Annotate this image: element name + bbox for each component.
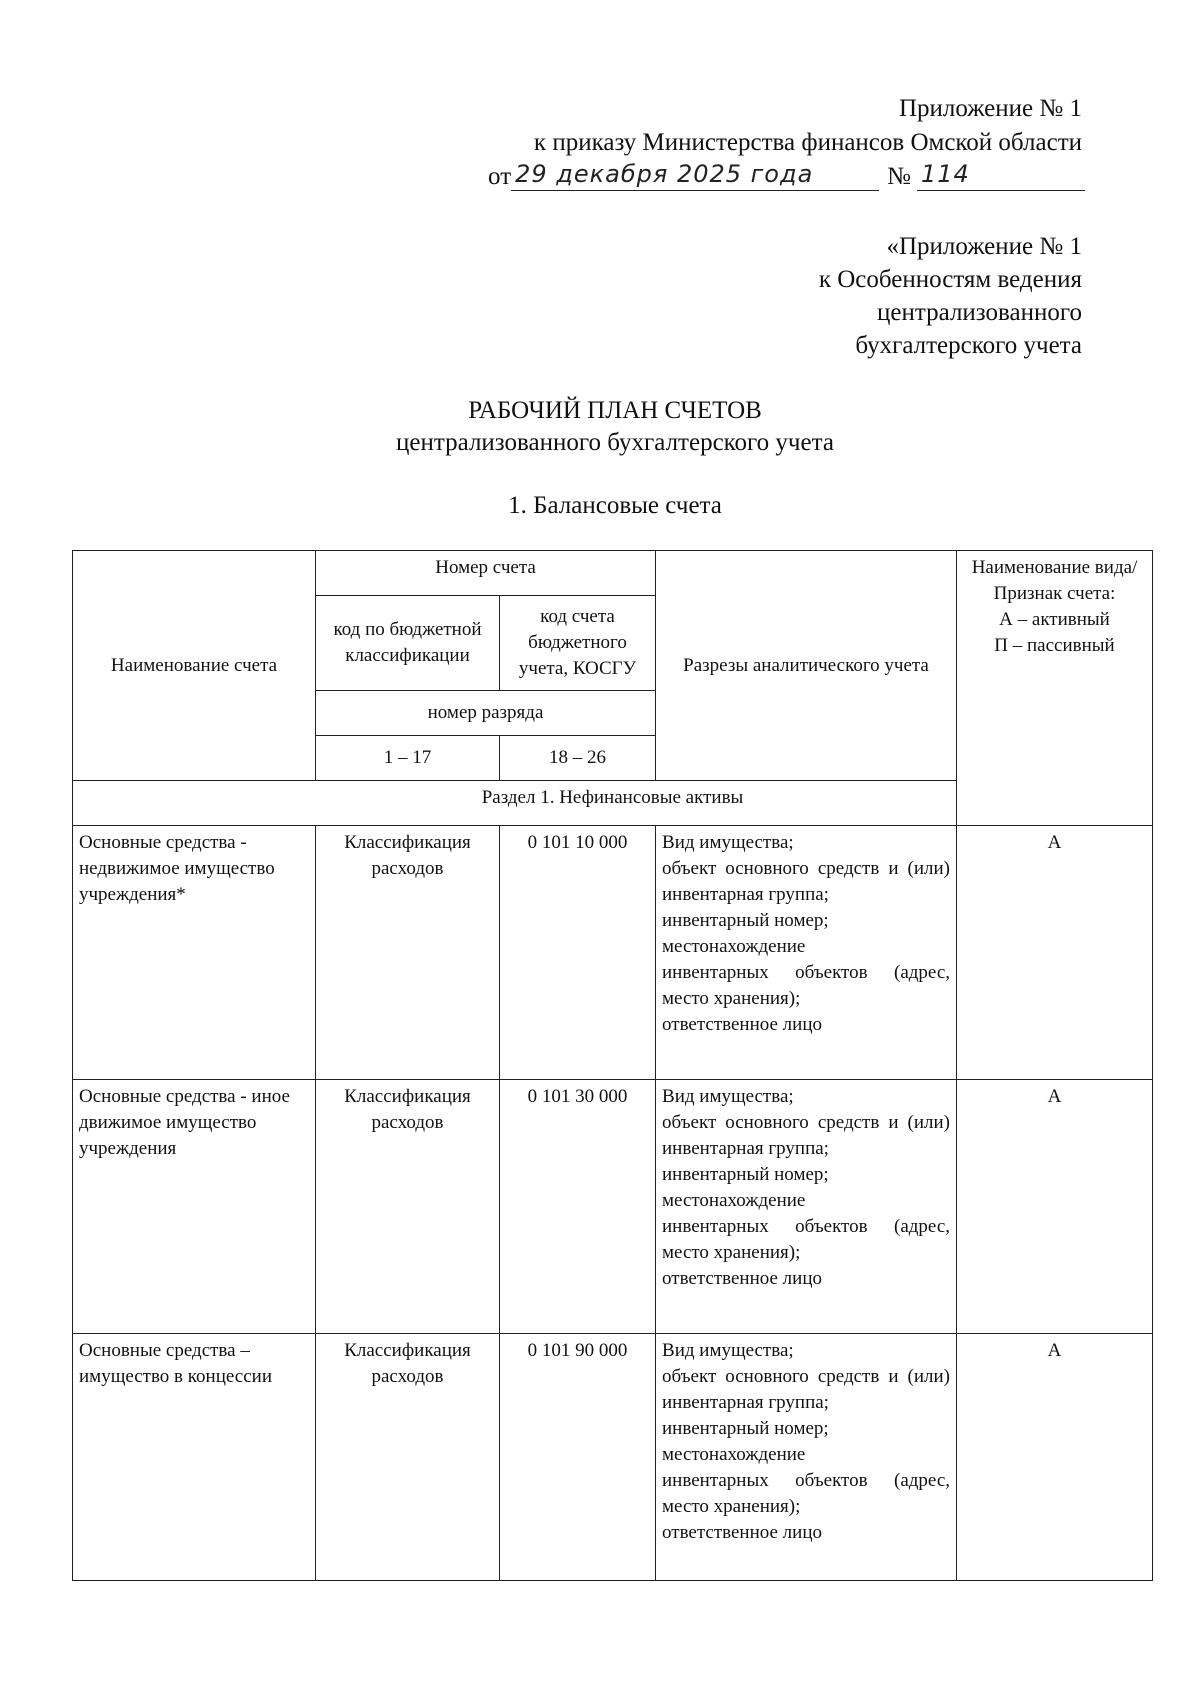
analytics-line: ответственное лицо — [662, 1522, 822, 1543]
header-digits-1-17: 1 – 17 — [316, 736, 500, 781]
account-name: Основные средства – имущество в концессии — [73, 1334, 316, 1581]
quoted-appendix-line2: к Особенностям ведения — [818, 266, 1082, 293]
analytics-line: инвентарных объектов (адрес, место хранения); — [662, 1470, 951, 1517]
header-analytics: Разрезы аналитического учета — [656, 551, 957, 781]
analytics-line: инвентарный номер; — [662, 1418, 829, 1439]
analytics-line: ответственное лицо — [662, 1014, 822, 1035]
analytics-line: местонахождение — [662, 1190, 806, 1211]
analytics-line: Вид имущества; — [662, 832, 794, 853]
analytics-line: Вид имущества; — [662, 1340, 794, 1361]
analytics-line: объект основного средств и (или) инвентарная группа; — [662, 1366, 951, 1413]
table-row — [73, 826, 1153, 1080]
header-type-passive: П – пассивный — [994, 635, 1115, 656]
account-code: 0 101 90 000 — [500, 1334, 656, 1581]
account-name: Основные средства - недвижимое имущество учреждения* — [73, 826, 316, 1080]
header-digits-18-26: 18 – 26 — [500, 736, 656, 781]
chart-of-accounts-table — [72, 550, 1153, 1581]
analytics-line: Вид имущества; — [662, 1086, 794, 1107]
quoted-appendix-line3: централизованного — [877, 299, 1082, 326]
analytics-line: объект основного средств и (или) инвентарная группа; — [662, 858, 951, 905]
appendix-header — [534, 92, 1082, 160]
header-account-number: Номер счета — [316, 551, 656, 596]
order-date-number-line — [488, 160, 1085, 191]
account-type: А — [957, 826, 1153, 1080]
header-account-name: Наименование счета — [73, 551, 316, 781]
number-label: № — [887, 163, 911, 190]
from-label: от — [488, 163, 512, 190]
account-classification: Классификация расходов — [316, 1080, 500, 1334]
account-type: А — [957, 1080, 1153, 1334]
quoted-appendix-line4: бухгалтерского учета — [855, 332, 1082, 359]
table-row — [73, 1080, 1153, 1334]
header-code-budget-accounting: код счета бюджетного учета, КОСГУ — [500, 596, 656, 691]
document-title — [0, 395, 1200, 459]
analytics-line: инвентарный номер; — [662, 910, 829, 931]
header-type-line1: Наименование вида/Признак счета: — [971, 557, 1138, 604]
table-row — [73, 1334, 1153, 1581]
analytics-line: инвентарных объектов (адрес, место хранения); — [662, 962, 951, 1009]
section-row-nonfinancial-assets: Раздел 1. Нефинансовые активы — [73, 781, 1153, 826]
handwritten-order-number: 114 — [917, 160, 1085, 191]
appendix-order-reference: к приказу Министерства финансов Омской области — [533, 129, 1082, 156]
account-analytics — [656, 1334, 957, 1581]
analytics-line: инвентарных объектов (адрес, место хранения); — [662, 1216, 951, 1263]
header-digit-number: номер разряда — [316, 691, 656, 736]
document-title-main: РАБОЧИЙ ПЛАН СЧЕТОВ — [468, 397, 762, 424]
analytics-line: местонахождение — [662, 1444, 806, 1465]
account-classification: Классификация расходов — [316, 1334, 500, 1581]
account-classification: Классификация расходов — [316, 826, 500, 1080]
account-code: 0 101 10 000 — [500, 826, 656, 1080]
analytics-line: ответственное лицо — [662, 1268, 822, 1289]
account-code: 0 101 30 000 — [500, 1080, 656, 1334]
handwritten-date: 29 декабря 2025 года — [511, 160, 879, 191]
account-analytics — [656, 826, 957, 1080]
header-type-active: А – активный — [999, 609, 1110, 630]
header-code-budget-classification: код по бюджетной классификации — [316, 596, 500, 691]
account-analytics — [656, 1080, 957, 1334]
appendix-title: Приложение № 1 — [898, 95, 1082, 122]
document-title-sub: централизованного бухгалтерского учета — [396, 429, 834, 456]
quoted-appendix-header — [819, 230, 1082, 362]
analytics-line: объект основного средств и (или) инвентарная группа; — [662, 1112, 951, 1159]
analytics-line: инвентарный номер; — [662, 1164, 829, 1185]
account-name: Основные средства - иное движимое имущество учреждения — [73, 1080, 316, 1334]
account-type: А — [957, 1334, 1153, 1581]
section-heading: 1. Балансовые счета — [508, 492, 722, 519]
analytics-line: местонахождение — [662, 936, 806, 957]
quoted-appendix-title: «Приложение № 1 — [886, 233, 1082, 260]
